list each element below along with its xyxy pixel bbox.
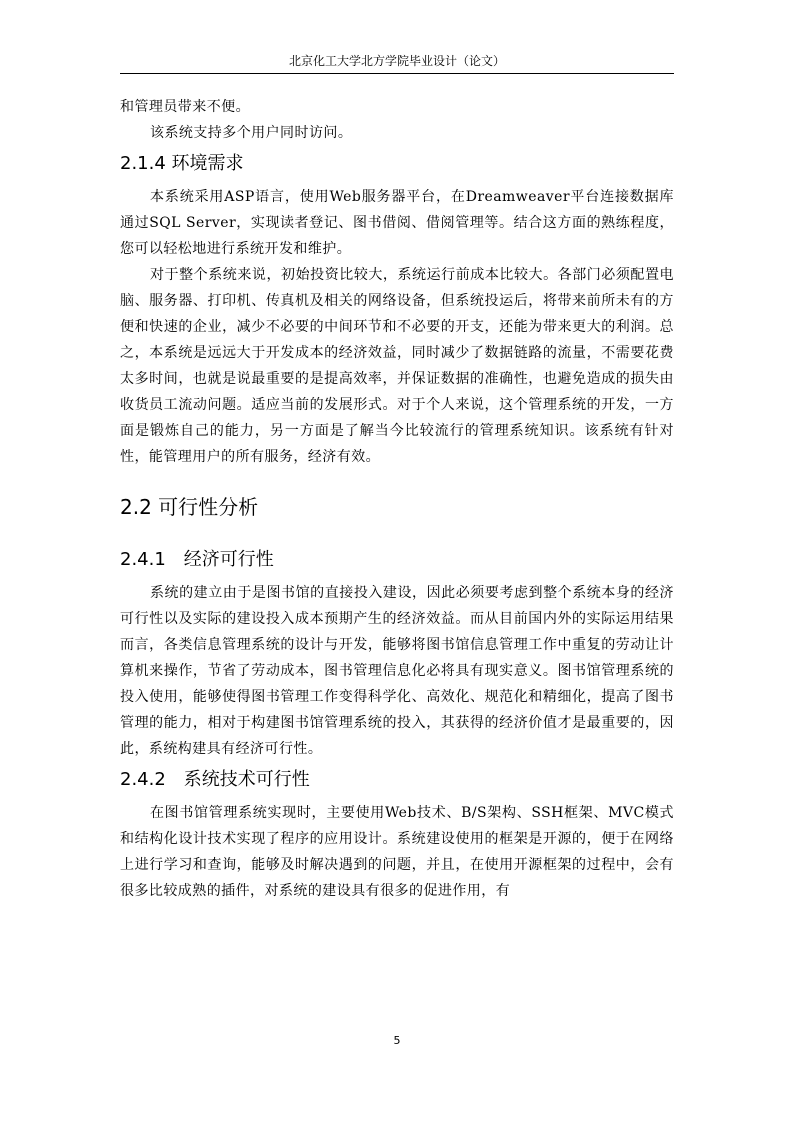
heading-2-1-4: 2.1.4 环境需求 [120, 153, 244, 174]
heading-2-4-2: 2.4.2 系统技术可行性 [120, 769, 310, 790]
page-header: 北京化工大学北方学院毕业设计（论文） [288, 54, 505, 68]
paragraph-economic: 系统的建立由于是图书馆的直接投入建设，因此必须要考虑到整个系统本身的经济可行性以及实际的建设投入成本预期产生的经济效益。而从目前国内外的实际运用结果而言，各类信息管理系统的设计与开发，能够将图书馆信息管理工作中重复的劳动让计算机来操作，节省了劳动成本，图书管理信息化必将具有现实意义。图书馆管理系统的投入使用，能够使得图书管理工作变得科学化、高效化、规范化和精细化，提高了图书管理的能力，相对于构建图书馆管理系统的投入，其获得的经济价值才是最重要的，因此，系统构建具有经济可行性。 [120, 585, 674, 757]
paragraph-technical: 在图书馆管理系统实现时，主要使用Web技术、B/S架构、SSH框架、MVC模式和结构化设计技术实现了程序的应用设计。系统建设使用的框架是开源的，便于在网络上进行学习和查询，能够及时解决遇到的问题，并且，在使用开源框架的过程中，会有很多比较成熟的插件，对系统的建设具有很多的促进作用，有 [120, 805, 674, 899]
paragraph-multi-user: 该系统支持多个用户同时访问。 [150, 125, 353, 141]
paragraph-environment-1: 本系统采用ASP语言，使用Web服务器平台，在Dreamweaver平台连接数据库通过SQL Server，实现读者登记、图书借阅、借阅管理等。结合这方面的熟练程度，您可以轻松地进行系统开发和维护。 [120, 189, 674, 257]
paragraph-environment-2: 对于整个系统来说，初始投资比较大，系统运行前成本比较大。各部门必须配置电脑、服务器、打印机、传真机及相关的网络设备，但系统投运后，将带来前所未有的方便和快速的企业，减少不必要的中间环节和不必要的开支，还能为带来更大的利润。总之，本系统是远远大于开发成本的经济效益，同时减少了数据链路的流量，不需要花费太多时间，也就是说最重要的是提高效率，并保证数据的准确性，也避免造成的损失由收货员工流动问题。适应当前的发展形式。对于个人来说，这个管理系统的开发，一方面是锻炼自己的能力，另一方面是了解当今比较流行的管理系统知识。该系统有针对性，能管理用户的所有服务，经济有效。 [120, 267, 674, 465]
page-body [120, 94, 674, 904]
page-number: 5 [393, 1034, 401, 1047]
heading-2-2: 2.2 可行性分析 [120, 495, 259, 519]
header-divider [120, 73, 674, 74]
paragraph-continuation: 和管理员带来不便。 [120, 99, 251, 115]
heading-2-4-1: 2.4.1 经济可行性 [120, 549, 274, 570]
